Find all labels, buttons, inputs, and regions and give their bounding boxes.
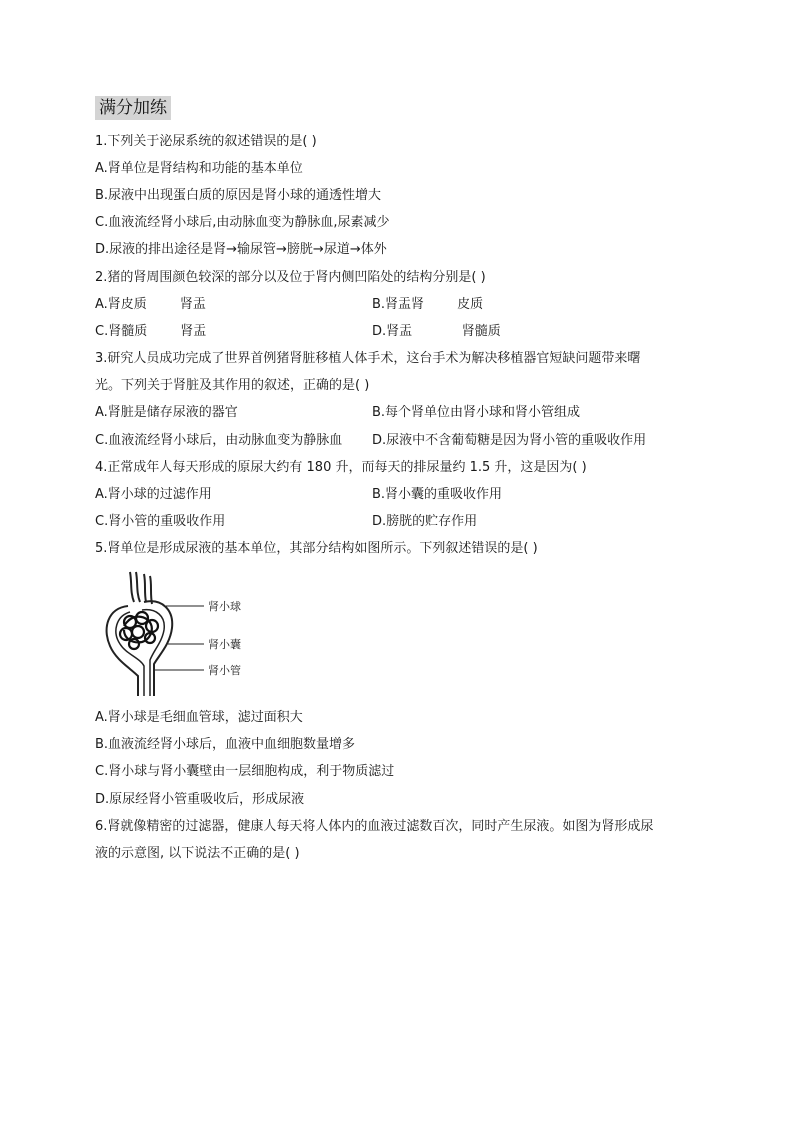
- q5-option-d: D.原尿经肾小管重吸收后，形成尿液: [95, 792, 305, 807]
- q2-option-d: D.肾盂 肾髓质: [372, 324, 501, 339]
- capsule-outer-wall: [107, 606, 138, 696]
- q1-option-a: A.肾单位是肾结构和功能的基本单位: [95, 161, 303, 176]
- q4-option-b: B.肾小囊的重吸收作用: [372, 487, 503, 502]
- q1-option-b: B.尿液中出现蛋白质的原因是肾小球的通透性增大: [95, 188, 382, 203]
- q6-stem-line2: 液的示意图, 以下说法不正确的是( ): [95, 846, 300, 861]
- q4-option-d: D.膀胱的贮存作用: [372, 514, 478, 529]
- q3-stem-line2: 光。下列关于肾脏及其作用的叙述，正确的是( ): [95, 378, 370, 393]
- nephron-diagram: [100, 570, 280, 698]
- q2-option-c: C.肾髓质 肾盂: [95, 324, 207, 339]
- q3-option-b: B.每个肾单位由肾小球和肾小管组成: [372, 405, 581, 420]
- q3-option-c: C.血液流经肾小球后，由动脉血变为静脉血: [95, 433, 343, 448]
- efferent-vessel-inner: [150, 576, 152, 604]
- q3-option-d: D.尿液中不含葡萄糖是因为肾小管的重吸收作用: [372, 433, 647, 448]
- q6-stem-line1: 6.肾就像精密的过滤器，健康人每天将人体内的血液过滤数百次，同时产生尿液。如图为肾形成尿: [95, 819, 654, 834]
- q5-option-c: C.肾小球与肾小囊壁由一层细胞构成，利于物质滤过: [95, 764, 395, 779]
- q5-stem: 5.肾单位是形成尿液的基本单位，其部分结构如图所示。下列叙述错误的是( ): [95, 541, 538, 556]
- label-glomerulus: 肾小球: [208, 600, 241, 613]
- afferent-vessel: [130, 572, 134, 602]
- glomerulus-tangle: [120, 612, 158, 649]
- q4-option-c: C.肾小管的重吸收作用: [95, 514, 226, 529]
- afferent-vessel-inner: [136, 572, 140, 602]
- q3-stem-line1: 3.研究人员成功完成了世界首例猪肾脏移植人体手术，这台手术为解决移植器官短缺问题带来曙: [95, 351, 641, 366]
- q1-stem: 1.下列关于泌尿系统的叙述错误的是( ): [95, 134, 317, 149]
- q5-option-b: B.血液流经肾小球后，血液中血细胞数量增多: [95, 737, 356, 752]
- label-capsule: 肾小囊: [208, 638, 241, 651]
- q2-option-b: B.肾盂肾 皮质: [372, 297, 484, 312]
- q1-option-c: C.血液流经肾小球后,由动脉血变为静脉血,尿素减少: [95, 215, 390, 230]
- q2-option-a: A.肾皮质 肾盂: [95, 297, 206, 312]
- efferent-vessel: [144, 574, 146, 602]
- label-tubule: 肾小管: [208, 664, 241, 677]
- q4-option-a: A.肾小球的过滤作用: [95, 487, 212, 502]
- q1-option-d: D.尿液的排出途径是肾→输尿管→膀胱→尿道→体外: [95, 242, 387, 257]
- q2-stem: 2.猪的肾周围颜色较深的部分以及位于肾内侧凹陷处的结构分别是( ): [95, 270, 486, 285]
- q5-option-a: A.肾小球是毛细血管球，滤过面积大: [95, 710, 303, 725]
- q3-option-a: A.肾脏是储存尿液的器官: [95, 405, 238, 420]
- section-title: 满分加练: [95, 96, 171, 120]
- q4-stem: 4.正常成年人每天形成的原尿大约有 180 升，而每天的排尿量约 1.5 升，这是因为( ): [95, 460, 587, 475]
